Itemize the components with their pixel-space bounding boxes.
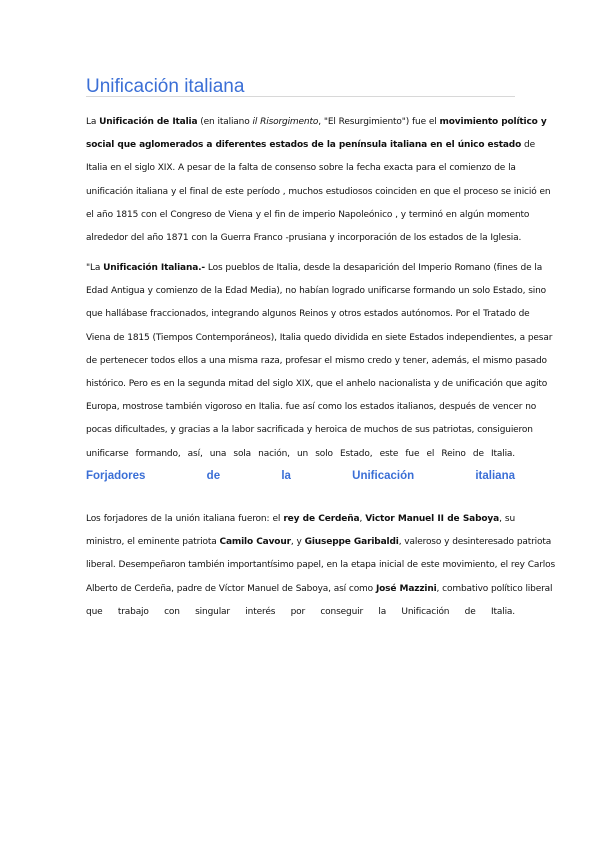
bold-text: Giuseppe Garibaldi — [304, 537, 399, 548]
text-line: La Unificación de Italia (en italiano il Risorgimento, "El Resurgimiento") fue el movimiento político y — [86, 117, 547, 127]
bold-text: José Mazzini — [375, 583, 437, 594]
page-title: Unificación italiana — [86, 74, 515, 97]
text-line: unificarse formando, así, una sola nación, un solo Estado, este fue el Reino de Italia. — [86, 448, 515, 459]
text-line: Edad Antigua y comienzo de la Edad Media), no habían logrado unificarse formando un solo Estado, sino — [86, 286, 547, 297]
text-line: alrededor del año 1871 con la Guerra Franco -prusiana y incorporación de los estados de la Iglesia. — [86, 232, 522, 243]
bold-text: social que aglomerados a diferentes estados de la península italiana en el único estado — [86, 140, 522, 151]
text-line: Alberto de Cerdeña, padre de Víctor Manuel de Saboya, así como José Mazzini, combativo político liberal — [86, 583, 553, 594]
text-line: histórico. Pero es en la segunda mitad del siglo XIX, que el anhelo nacionalista y de unificación que agito — [86, 378, 548, 389]
paragraph-intro — [86, 111, 551, 250]
text-line: ministro, el eminente patriota Camilo Cavour, y Giuseppe Garibaldi, valeroso y desinteresado patriota — [86, 537, 552, 548]
text-line: que trabajo con singular interés por conseguir la Unificación de Italia. — [86, 606, 515, 617]
text-line: que hallábase fraccionados, integrando algunos Reinos y otros estados autónomos. Por el Tratado de — [86, 309, 530, 320]
text-line: Europa, mostrose también vigoroso en Italia. fue así como los estados italianos, después de vencer no — [86, 402, 537, 413]
text-line: el año 1815 con el Congreso de Viena y el fin de imperio Napoleónico , y terminó en algún momento — [86, 209, 530, 220]
text-line: unificación italiana y el final de este período , muchos estudiosos coinciden en que el proceso se inició en — [86, 186, 551, 197]
paragraph-forjadores — [86, 508, 555, 624]
bold-text: movimiento político y — [439, 117, 547, 127]
text-line: Los forjadores de la unión italiana fueron: el rey de Cerdeña, Victor Manuel II de Saboya, su — [86, 514, 515, 524]
text-line: social que aglomerados a diferentes estados de la península italiana en el único estado de — [86, 140, 535, 151]
bold-text: Unificación de Italia — [99, 117, 198, 127]
bold-text: Victor Manuel II de Saboya — [365, 514, 500, 524]
text-line: pocas dificultades, y gracias a la labor sacrificada y heroica de muchos de sus patriotas, consiguieron — [86, 425, 533, 436]
text-line: Italia en el siglo XIX. A pesar de la falta de consenso sobre la fecha exacta para el comienzo de la — [86, 163, 516, 174]
text-line: Viena de 1815 (Tiempos Contemporáneos), Italia quedo dividida en siete Estados independientes, a pesar — [86, 332, 553, 343]
text-line: liberal. Desempeñaron también importantísimo papel, en la etapa inicial de este movimiento, el rey Carlos — [86, 560, 555, 571]
bold-text: rey de Cerdeña — [283, 514, 360, 524]
paragraph-history — [86, 257, 553, 466]
bold-text: Unificación Italiana.- — [103, 263, 205, 273]
bold-text: Camilo Cavour — [219, 537, 291, 548]
section-title: Forjadores de la Unificación italiana — [86, 470, 515, 482]
text-line: de pertenecer todos ellos a una misma raza, profesar el mismo credo y tener, además, el mismo pasado — [86, 355, 547, 366]
italic-text: il Risorgimento — [252, 117, 319, 127]
text-line: "La Unificación Italiana.- Los pueblos de Italia, desde la desaparición del Imperio Romano (fines de la — [86, 263, 543, 273]
